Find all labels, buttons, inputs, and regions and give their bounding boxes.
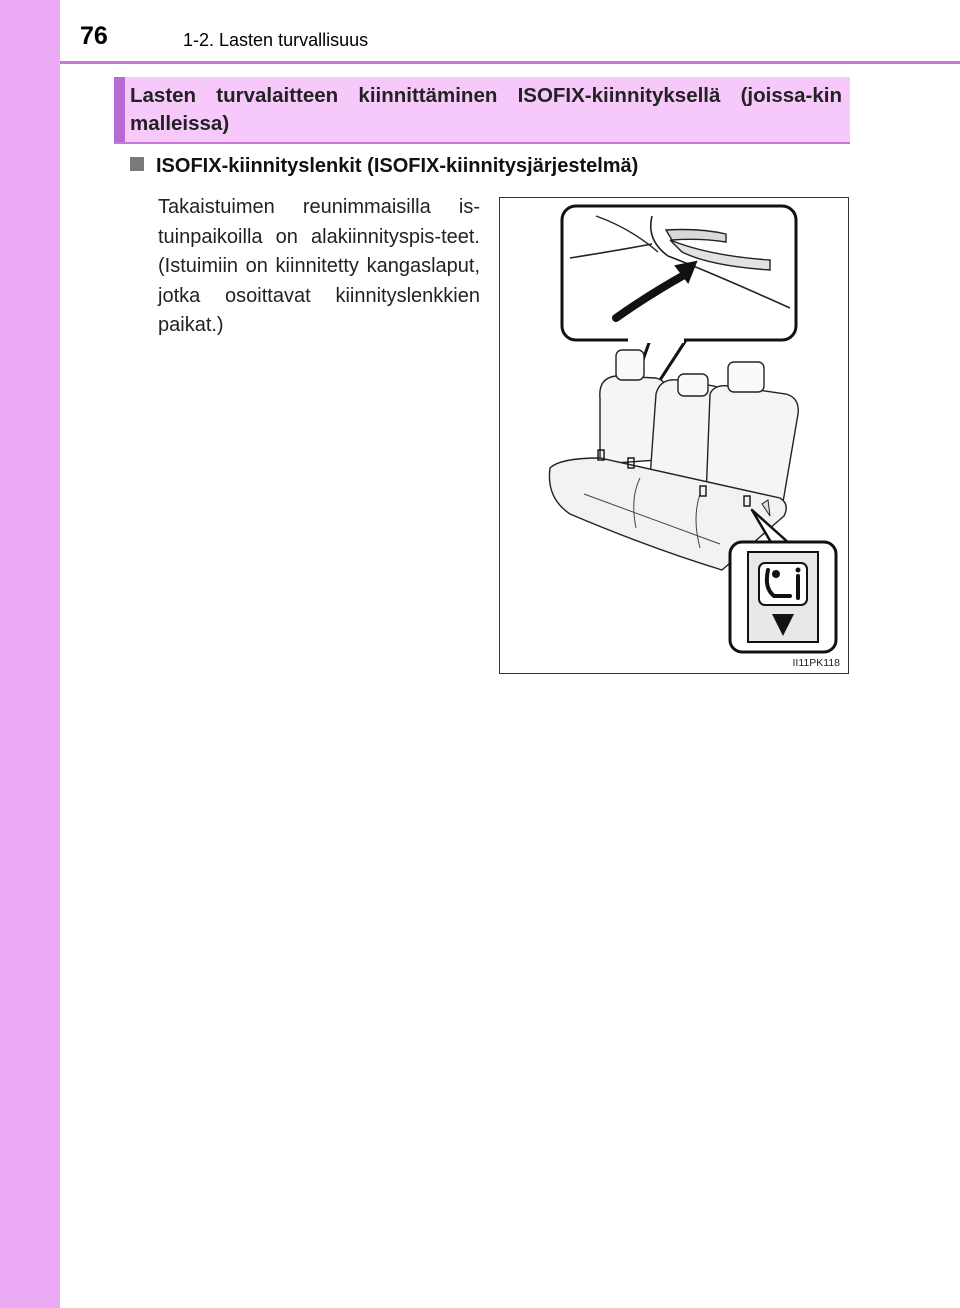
rear-seat-figure <box>499 197 849 674</box>
figure-code: II11PK118 <box>792 657 840 669</box>
section-title: Lasten turvalaitteen kiinnittäminen ISOFIX-kiinnityksellä (joissa-kin malleissa) <box>130 84 842 135</box>
headrest-middle <box>678 374 708 396</box>
callout-bubble <box>562 206 796 340</box>
headrest-right <box>728 362 764 392</box>
body-paragraph: Takaistuimen reunimmaisilla is-tuinpaikoilla on alakiinnityspis-teet. (Istuimiin on kiinnitetty kangaslaput, jotka osoittavat kiinnityslenkkien paikat.) <box>158 196 480 336</box>
chapter-title: 1-2. Lasten turvallisuus <box>183 30 369 50</box>
header-divider <box>60 61 960 64</box>
subsection-heading <box>130 155 638 178</box>
section-title-box <box>114 77 850 144</box>
page-side-tab <box>0 0 60 1308</box>
bullet-square-icon <box>130 157 144 171</box>
rear-seat-illustration <box>500 198 850 675</box>
subsection-heading-text: ISOFIX-kiinnityslenkit (ISOFIX-kiinnitysjärjestelmä) <box>156 155 639 177</box>
section-accent-bar <box>114 77 125 142</box>
page-number: 76 <box>80 22 108 50</box>
callout-joint <box>628 338 684 343</box>
headrest-left <box>616 350 644 380</box>
